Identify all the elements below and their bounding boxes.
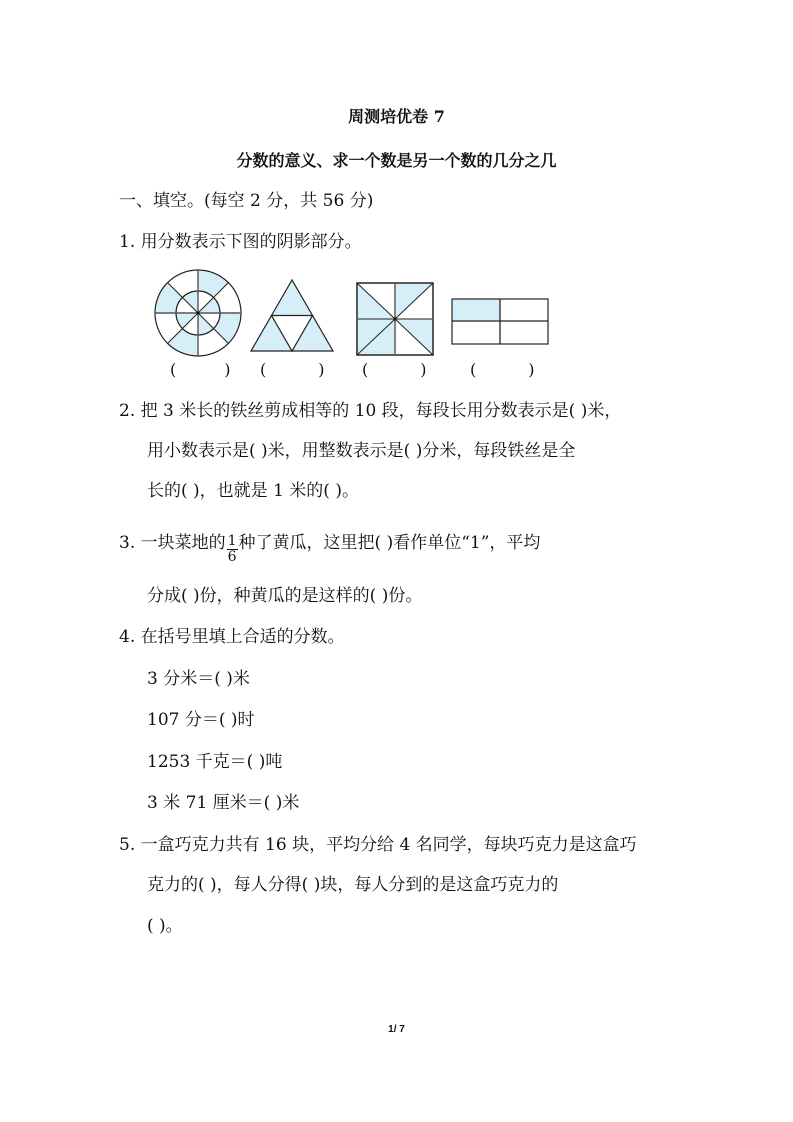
page-subtitle: 分数的意义、求一个数是另一个数的几分之几	[236, 151, 557, 170]
question-2-line-1: 2. 把 3 米长的铁丝剪成相等的 10 段，每段长用分数表示是( )米，	[119, 401, 622, 421]
fraction-numerator: 1	[227, 533, 237, 549]
question-4-prompt: 4. 在括号里填上合适的分数。	[119, 627, 345, 647]
question-3-line-2: 分成( )份，种黄瓜的是这样的( )份。	[147, 586, 423, 606]
page-number: 1/ 7	[388, 1024, 405, 1035]
square-figure	[356, 282, 436, 356]
question-4-item: 1253 千克＝( )吨	[147, 752, 283, 772]
fraction-denominator: 6	[227, 549, 237, 565]
question-4-item: 107 分＝( )时	[147, 710, 255, 730]
page-title: 周测培优卷 7	[348, 107, 445, 126]
question-5-line-1: 5. 一盒巧克力共有 16 块，平均分给 4 名同学，每块巧克力是这盒巧	[119, 835, 637, 855]
question-2-line-2: 用小数表示是( )米，用整数表示是( )分米，每段铁丝是全	[147, 441, 576, 461]
answer-blank-square[interactable]: ( )	[362, 360, 427, 379]
fraction-one-sixth	[227, 534, 238, 565]
question-3-text-b: 种了黄瓜，这里把( )看作单位“1”，平均	[238, 533, 541, 553]
question-2-line-3: 长的( )，也就是 1 米的( )。	[147, 481, 359, 501]
section-heading: 一、填空。(每空 2 分，共 56 分)	[119, 191, 374, 211]
question-4-item: 3 分米＝( )米	[147, 669, 250, 689]
question-3-line-1	[119, 528, 541, 565]
circle-figure	[153, 268, 243, 358]
triangle-figure	[249, 278, 335, 353]
question-5-line-3: ( )。	[147, 916, 183, 936]
answer-blank-circle[interactable]: ( )	[170, 360, 231, 379]
question-5-line-2: 克力的( )，每人分得( )块，每人分到的是这盒巧克力的	[147, 875, 559, 895]
question-3-text-a: 3. 一块菜地的	[119, 533, 226, 553]
question-4-item: 3 米 71 厘米＝( )米	[147, 793, 300, 813]
answer-blank-triangle[interactable]: ( )	[260, 360, 325, 379]
answer-blank-rectangle[interactable]: ( )	[470, 360, 535, 379]
question-1-prompt: 1. 用分数表示下图的阴影部分。	[119, 232, 362, 252]
rectangle-figure	[451, 298, 551, 346]
